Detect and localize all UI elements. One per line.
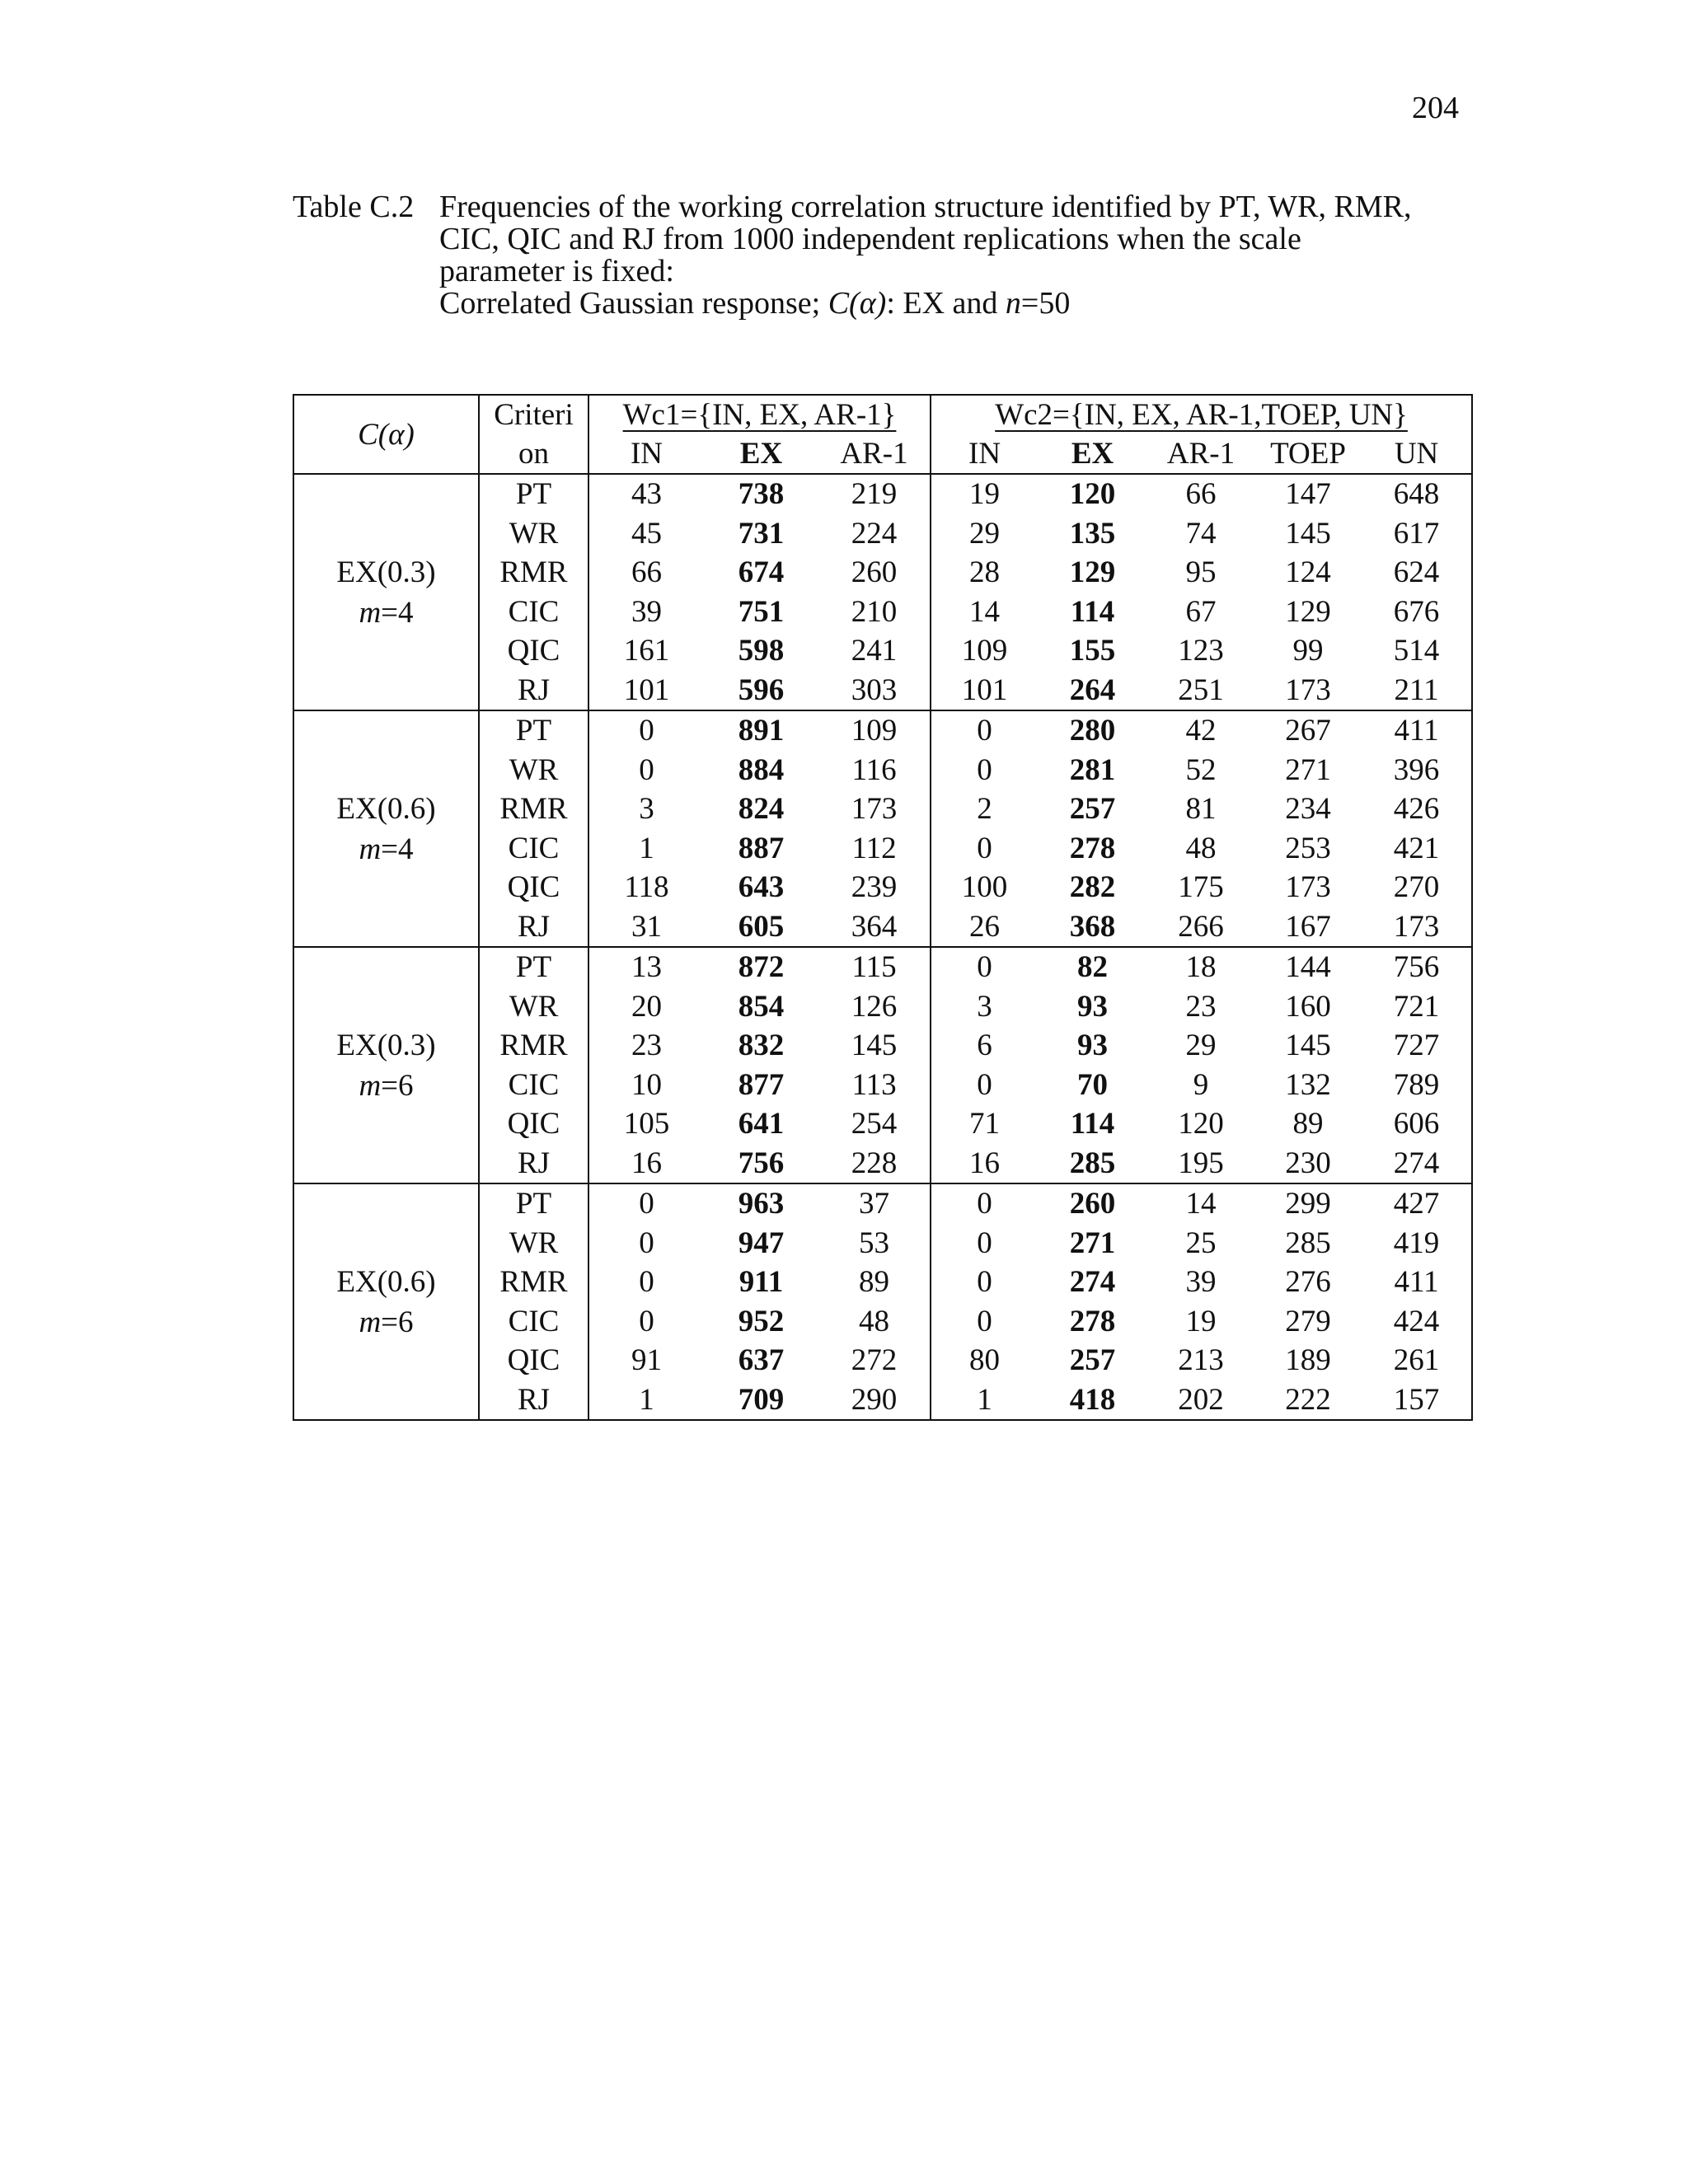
wc1-cell: 173 (818, 790, 931, 829)
wc2-cell: 606 (1362, 1104, 1472, 1144)
header-criterion-line1: Criteri (479, 395, 588, 434)
calpha-symbol: C(α) (828, 286, 887, 321)
wc1-cell: 210 (818, 593, 931, 632)
wc1-cell: 89 (818, 1263, 931, 1302)
wc2-cell: 120 (1038, 474, 1147, 514)
criterion-cell: QIC (507, 1343, 560, 1378)
wc1-cell: 48 (818, 1302, 931, 1342)
table-caption (293, 191, 1463, 320)
wc2-cell: 74 (1185, 516, 1217, 551)
wc2-cell: 19 (1185, 1304, 1217, 1338)
wc1-cell: 952 (738, 1304, 785, 1338)
wc2-cell: 281 (1069, 752, 1116, 787)
wc1-cell: 112 (818, 829, 931, 869)
wc2-cell: 81 (1185, 792, 1217, 827)
wc2-cell: 28 (969, 555, 1001, 590)
wc2-cell: 411 (1362, 1263, 1472, 1302)
criterion-cell: PT (479, 474, 588, 514)
wc1-cell: 751 (738, 594, 785, 629)
page-number: 204 (1412, 91, 1459, 125)
wc1-cell: 115 (818, 947, 931, 987)
n-symbol: n (1005, 286, 1021, 321)
wc2-cell: 0 (931, 1183, 1038, 1224)
caption-line: Frequencies of the working correlation structure identified by PT, WR, RMR, (439, 190, 1412, 224)
wc1-cell: 31 (588, 907, 704, 948)
criterion-cell: CIC (508, 1067, 560, 1102)
criterion-cell: RMR (499, 792, 568, 827)
criterion-cell: PT (479, 1183, 588, 1224)
header-wc1-col: EX (739, 437, 783, 471)
wc1-cell: 66 (588, 553, 704, 593)
wc1-cell: 20 (588, 987, 704, 1027)
wc2-cell: 514 (1362, 631, 1472, 671)
wc1-cell: 303 (818, 671, 931, 711)
wc2-cell: 285 (1285, 1226, 1331, 1260)
wc2-cell: 167 (1285, 909, 1331, 944)
criterion-cell: QIC (507, 1107, 560, 1141)
wc1-cell: 877 (738, 1067, 785, 1102)
wc2-cell: 39 (1185, 1265, 1217, 1300)
wc1-cell: 13 (588, 947, 704, 987)
wc1-cell: 0 (588, 751, 704, 790)
wc2-cell: 282 (1069, 870, 1116, 905)
wc2-cell: 421 (1362, 829, 1472, 869)
wc1-cell: 963 (704, 1183, 818, 1224)
wc2-cell: 260 (1038, 1183, 1147, 1224)
wc2-cell: 82 (1038, 947, 1147, 987)
wc2-cell: 173 (1285, 870, 1331, 905)
wc1-cell: 605 (738, 909, 785, 944)
wc2-cell: 14 (969, 594, 1001, 629)
wc2-cell: 29 (1185, 1029, 1217, 1063)
m-value: =6 (381, 1305, 414, 1339)
wc2-cell: 26 (969, 909, 1001, 944)
wc2-cell: 155 (1069, 634, 1116, 668)
wc1-cell: 0 (588, 1263, 704, 1302)
wc1-cell: 43 (588, 474, 704, 514)
header-calpha: C(α) (293, 395, 479, 474)
group-label-cell (293, 947, 479, 1183)
wc1-cell: 239 (818, 868, 931, 907)
wc2-cell: 274 (1362, 1144, 1472, 1184)
wc2-cell: 100 (961, 870, 1008, 905)
wc2-cell: 93 (1077, 1029, 1109, 1063)
header-criterion-line2: on (518, 437, 549, 471)
group-alpha: EX(0.3) (336, 1028, 436, 1062)
header-wc2-col: AR-1 (1166, 437, 1236, 471)
caption-text (439, 191, 1463, 320)
wc1-cell: 598 (738, 634, 785, 668)
wc2-cell: 270 (1362, 868, 1472, 907)
wc2-cell: 145 (1285, 516, 1331, 551)
wc2-cell: 123 (1178, 634, 1224, 668)
wc1-cell: 738 (704, 474, 818, 514)
wc2-cell: 66 (1147, 474, 1254, 514)
wc2-cell: 132 (1285, 1067, 1331, 1102)
wc2-cell: 721 (1362, 987, 1472, 1027)
wc2-cell: 756 (1362, 947, 1472, 987)
header-wc2-col: TOEP (1270, 437, 1346, 471)
wc1-cell: 101 (588, 671, 704, 711)
wc1-cell: 364 (818, 907, 931, 948)
criterion-cell: RMR (499, 1029, 568, 1063)
wc2-cell: 676 (1362, 593, 1472, 632)
wc1-cell: 224 (818, 514, 931, 554)
wc1-cell: 824 (738, 792, 785, 827)
m-value: =6 (381, 1068, 414, 1103)
table-row (293, 474, 1472, 514)
wc2-cell: 19 (931, 474, 1038, 514)
header-wc1-cell (588, 395, 931, 434)
header-wc1: Wc1={IN, EX, AR-1} (622, 398, 897, 432)
wc2-cell: 0 (931, 710, 1038, 751)
header-wc2: Wc2={IN, EX, AR-1,TOEP, UN} (995, 398, 1408, 432)
calpha-suffix: : EX and (886, 286, 1006, 321)
wc2-cell: 211 (1362, 671, 1472, 711)
wc2-cell: 727 (1362, 1026, 1472, 1066)
criterion-cell: RJ (517, 673, 551, 707)
wc2-cell: 419 (1362, 1224, 1472, 1263)
wc1-cell: 113 (818, 1066, 931, 1105)
wc1-cell: 241 (818, 631, 931, 671)
wc1-cell: 105 (588, 1104, 704, 1144)
wc2-cell: 278 (1069, 1304, 1116, 1338)
criterion-cell: RJ (479, 1380, 588, 1421)
frequency-table (293, 394, 1473, 1421)
group-label-cell (293, 474, 479, 710)
wc1-cell: 709 (704, 1380, 818, 1421)
criterion-cell: CIC (508, 594, 560, 629)
wc2-cell: 120 (1178, 1107, 1224, 1141)
wc2-cell: 175 (1178, 870, 1224, 905)
criterion-cell: CIC (508, 1304, 560, 1338)
wc1-cell: 641 (738, 1107, 785, 1141)
wc2-cell: 230 (1285, 1146, 1331, 1180)
wc2-cell: 25 (1185, 1226, 1217, 1260)
wc2-cell: 267 (1254, 710, 1362, 751)
criterion-cell: QIC (507, 634, 560, 668)
wc2-cell: 114 (1070, 594, 1115, 629)
wc2-cell: 411 (1362, 710, 1472, 751)
group-m (294, 593, 478, 633)
wc1-cell: 731 (738, 516, 785, 551)
wc2-cell: 114 (1070, 1107, 1115, 1141)
criterion-cell: PT (479, 710, 588, 751)
m-symbol: m (359, 832, 382, 866)
wc1-cell: 911 (738, 1265, 784, 1300)
wc2-cell: 0 (977, 1304, 992, 1338)
n-value: =50 (1020, 286, 1071, 321)
wc1-cell: 290 (818, 1380, 931, 1421)
wc2-cell: 48 (1185, 831, 1217, 865)
wc1-cell: 145 (818, 1026, 931, 1066)
wc2-cell: 427 (1362, 1183, 1472, 1224)
group-label-cell (293, 1183, 479, 1420)
wc2-cell: 251 (1178, 673, 1224, 707)
wc2-cell: 0 (977, 1067, 992, 1102)
wc1-cell: 0 (588, 1302, 704, 1342)
wc1-cell: 674 (738, 555, 785, 590)
wc2-cell: 424 (1362, 1302, 1472, 1342)
table-row (293, 1183, 1472, 1224)
wc1-cell: 0 (588, 710, 704, 751)
criterion-cell: WR (509, 1226, 559, 1260)
m-value: =4 (381, 595, 414, 630)
wc1-cell: 887 (738, 831, 785, 865)
criterion-cell: QIC (507, 870, 560, 905)
wc2-cell: 396 (1362, 751, 1472, 790)
wc2-cell: 0 (931, 947, 1038, 987)
wc2-cell: 9 (1193, 1067, 1209, 1102)
wc2-cell: 426 (1362, 790, 1472, 829)
group-alpha: EX(0.6) (336, 791, 436, 826)
wc1-cell: 1 (588, 1380, 704, 1421)
wc2-cell: 299 (1254, 1183, 1362, 1224)
wc1-cell: 10 (588, 1066, 704, 1105)
wc2-cell: 0 (977, 1265, 992, 1300)
wc1-cell: 91 (588, 1341, 704, 1380)
wc2-cell: 280 (1038, 710, 1147, 751)
wc2-cell: 2 (977, 792, 992, 827)
criterion-cell: WR (509, 752, 559, 787)
caption-label: Table C.2 (293, 190, 415, 224)
wc2-cell: 276 (1285, 1265, 1331, 1300)
wc1-cell: 1 (588, 829, 704, 869)
wc2-cell: 80 (969, 1343, 1001, 1378)
wc1-cell: 643 (738, 870, 785, 905)
wc2-cell: 129 (1285, 594, 1331, 629)
wc2-cell: 234 (1285, 792, 1331, 827)
group-m (294, 829, 478, 869)
wc1-cell: 126 (818, 987, 931, 1027)
wc1-cell: 53 (818, 1224, 931, 1263)
wc2-cell: 71 (969, 1107, 1001, 1141)
wc2-cell: 160 (1285, 989, 1331, 1024)
header-wc1-col: IN (588, 434, 704, 474)
wc2-cell: 213 (1178, 1343, 1224, 1378)
criterion-cell: PT (479, 947, 588, 987)
wc1-cell: 884 (738, 752, 785, 787)
header-wc1-col: AR-1 (818, 434, 931, 474)
wc1-cell: 756 (738, 1146, 785, 1180)
wc2-cell: 6 (977, 1029, 992, 1063)
m-symbol: m (359, 1068, 382, 1103)
wc2-cell: 157 (1362, 1380, 1472, 1421)
wc1-cell: 228 (818, 1144, 931, 1184)
wc2-cell: 368 (1069, 909, 1116, 944)
wc2-cell: 89 (1292, 1107, 1324, 1141)
wc1-cell: 45 (588, 514, 704, 554)
wc2-cell: 93 (1077, 989, 1109, 1024)
wc2-cell: 129 (1069, 555, 1116, 590)
wc2-cell: 279 (1285, 1304, 1331, 1338)
wc2-cell: 135 (1069, 516, 1116, 551)
wc1-cell: 161 (588, 631, 704, 671)
wc2-cell: 648 (1362, 474, 1472, 514)
wc2-cell: 222 (1254, 1380, 1362, 1421)
wc2-cell: 14 (1147, 1183, 1254, 1224)
header-wc2-col: EX (1071, 437, 1114, 471)
wc1-cell: 891 (704, 710, 818, 751)
wc1-cell: 596 (738, 673, 785, 707)
m-value: =4 (381, 832, 414, 866)
group-label-cell (293, 710, 479, 947)
table-body (293, 474, 1472, 1420)
header-wc2-col: IN (968, 437, 1001, 471)
wc2-cell: 202 (1147, 1380, 1254, 1421)
wc2-cell: 189 (1285, 1343, 1331, 1378)
wc2-cell: 95 (1185, 555, 1217, 590)
wc2-cell: 3 (977, 989, 992, 1024)
wc2-cell: 16 (969, 1146, 1001, 1180)
wc2-cell: 0 (977, 831, 992, 865)
table-row (293, 710, 1472, 751)
wc1-cell: 118 (588, 868, 704, 907)
wc1-cell: 116 (818, 751, 931, 790)
wc2-cell: 0 (977, 1226, 992, 1260)
header-wc2-cell (931, 395, 1472, 434)
response-text: Correlated Gaussian response; (439, 286, 828, 321)
wc1-cell: 872 (704, 947, 818, 987)
wc2-cell: 101 (961, 673, 1008, 707)
wc2-cell: 264 (1069, 673, 1116, 707)
caption-line: parameter is fixed: (439, 254, 674, 288)
criterion-cell: WR (509, 989, 559, 1024)
wc1-cell: 0 (588, 1224, 704, 1263)
criterion-cell: RJ (517, 909, 551, 944)
wc2-cell: 0 (977, 752, 992, 787)
wc2-cell: 624 (1362, 553, 1472, 593)
wc2-cell: 285 (1069, 1146, 1116, 1180)
wc2-cell: 29 (969, 516, 1001, 551)
wc1-cell: 219 (818, 474, 931, 514)
wc1-cell: 854 (738, 989, 785, 1024)
wc2-cell: 67 (1185, 594, 1217, 629)
wc2-cell: 789 (1362, 1066, 1472, 1105)
wc2-cell: 23 (1185, 989, 1217, 1024)
group-alpha: EX(0.3) (336, 555, 436, 589)
criterion-cell: RJ (517, 1146, 551, 1180)
wc2-cell: 253 (1285, 831, 1331, 865)
wc2-cell: 173 (1362, 907, 1472, 948)
criterion-cell: WR (509, 516, 559, 551)
wc2-cell: 257 (1069, 792, 1116, 827)
wc2-cell: 109 (961, 634, 1008, 668)
group-alpha: EX(0.6) (336, 1264, 436, 1299)
group-m (294, 1302, 478, 1343)
group-m (294, 1066, 478, 1106)
wc2-cell: 418 (1038, 1380, 1147, 1421)
wc2-cell: 145 (1285, 1029, 1331, 1063)
wc1-cell: 254 (818, 1104, 931, 1144)
criterion-cell: RMR (499, 555, 568, 590)
wc2-cell: 257 (1069, 1343, 1116, 1378)
caption-response-line (439, 288, 1463, 320)
caption-line: CIC, QIC and RJ from 1000 independent replications when the scale (439, 222, 1301, 256)
wc2-cell: 144 (1254, 947, 1362, 987)
wc2-cell: 124 (1285, 555, 1331, 590)
wc1-cell: 637 (738, 1343, 785, 1378)
wc2-cell: 42 (1147, 710, 1254, 751)
wc1-cell: 23 (588, 1026, 704, 1066)
wc1-cell: 37 (818, 1183, 931, 1224)
wc2-cell: 173 (1285, 673, 1331, 707)
header-wc2-col: UN (1362, 434, 1472, 474)
wc1-cell: 832 (738, 1029, 785, 1063)
wc2-cell: 52 (1185, 752, 1217, 787)
wc1-cell: 16 (588, 1144, 704, 1184)
wc1-cell: 947 (738, 1226, 785, 1260)
wc1-cell: 109 (818, 710, 931, 751)
wc2-cell: 70 (1077, 1067, 1109, 1102)
wc2-cell: 99 (1292, 634, 1324, 668)
m-symbol: m (359, 595, 382, 630)
wc2-cell: 274 (1069, 1265, 1116, 1300)
m-symbol: m (359, 1305, 382, 1339)
wc2-cell: 617 (1362, 514, 1472, 554)
wc2-cell: 1 (931, 1380, 1038, 1421)
wc2-cell: 266 (1178, 909, 1224, 944)
wc2-cell: 271 (1069, 1226, 1116, 1260)
wc2-cell: 195 (1178, 1146, 1224, 1180)
wc2-cell: 278 (1069, 831, 1116, 865)
criterion-cell: CIC (508, 831, 560, 865)
wc1-cell: 39 (588, 593, 704, 632)
table-row (293, 947, 1472, 987)
wc1-cell: 272 (818, 1341, 931, 1380)
wc2-cell: 261 (1362, 1341, 1472, 1380)
wc1-cell: 3 (588, 790, 704, 829)
wc1-cell: 260 (818, 553, 931, 593)
wc2-cell: 18 (1147, 947, 1254, 987)
criterion-cell: RMR (499, 1265, 568, 1300)
wc1-cell: 0 (588, 1183, 704, 1224)
wc2-cell: 147 (1254, 474, 1362, 514)
wc2-cell: 271 (1285, 752, 1331, 787)
